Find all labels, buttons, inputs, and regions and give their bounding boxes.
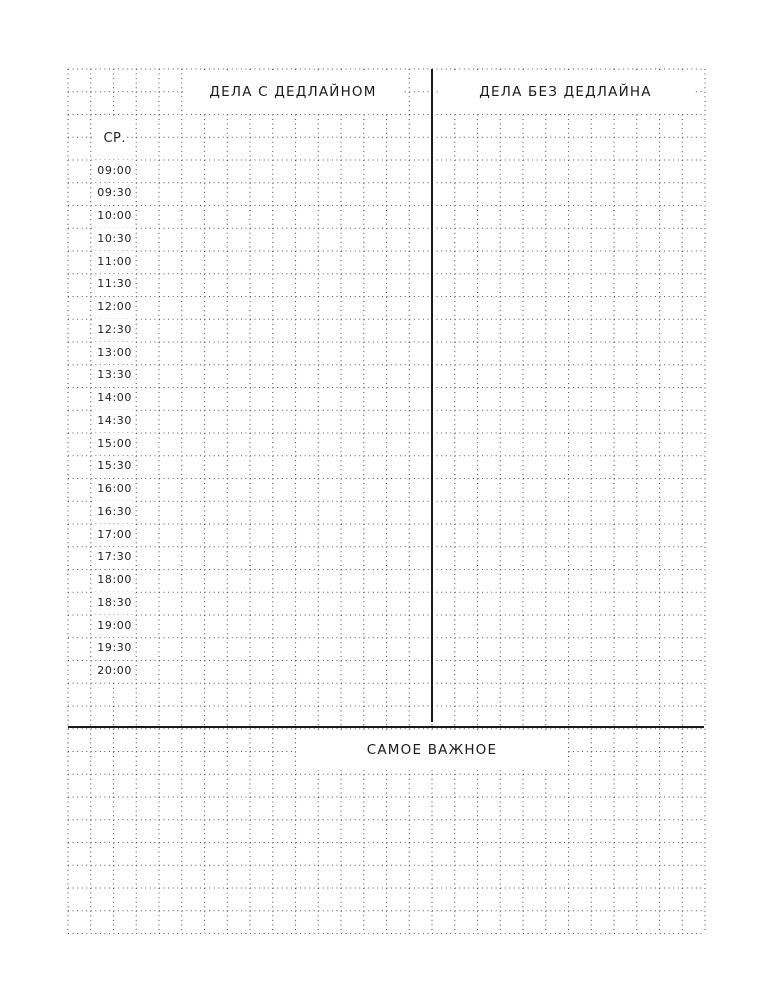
time-slot-label: 15:00 bbox=[93, 433, 135, 453]
time-slot-label: 18:30 bbox=[93, 592, 135, 612]
time-slot-label: 20:00 bbox=[93, 661, 135, 681]
time-slot-label: 10:00 bbox=[93, 206, 135, 226]
time-slot-label: 17:00 bbox=[93, 524, 135, 544]
most-important-title: САМОЕ ВАЖНОЕ bbox=[296, 730, 568, 770]
time-slot-label: 14:30 bbox=[93, 410, 135, 430]
time-slot-label: 16:30 bbox=[93, 501, 135, 521]
column-title-without-deadline: ДЕЛА БЕЗ ДЕДЛАЙНА bbox=[438, 70, 693, 113]
time-slot-label: 12:00 bbox=[93, 297, 135, 317]
vertical-divider bbox=[431, 69, 433, 722]
time-slot-label: 11:00 bbox=[93, 251, 135, 271]
time-slot-label: 09:30 bbox=[93, 183, 135, 203]
time-slot-label: 10:30 bbox=[93, 228, 135, 248]
time-slot-label: 19:30 bbox=[93, 638, 135, 658]
time-slot-label: 14:00 bbox=[93, 388, 135, 408]
weekday-label: СР. bbox=[93, 118, 126, 158]
time-slot-label: 16:00 bbox=[93, 479, 135, 499]
time-slot-label: 12:30 bbox=[93, 319, 135, 339]
time-slot-label: 17:30 bbox=[93, 547, 135, 567]
time-slot-label: 13:30 bbox=[93, 365, 135, 385]
time-slot-label: 13:00 bbox=[93, 342, 135, 362]
time-slot-label: 18:00 bbox=[93, 570, 135, 590]
time-slot-label: 19:00 bbox=[93, 615, 135, 635]
time-slot-label: 15:30 bbox=[93, 456, 135, 476]
time-slot-label: 11:30 bbox=[93, 274, 135, 294]
time-slot-label: 09:00 bbox=[93, 160, 135, 180]
column-title-with-deadline: ДЕЛА С ДЕДЛАЙНОМ bbox=[183, 70, 403, 113]
horizontal-divider bbox=[68, 726, 704, 728]
